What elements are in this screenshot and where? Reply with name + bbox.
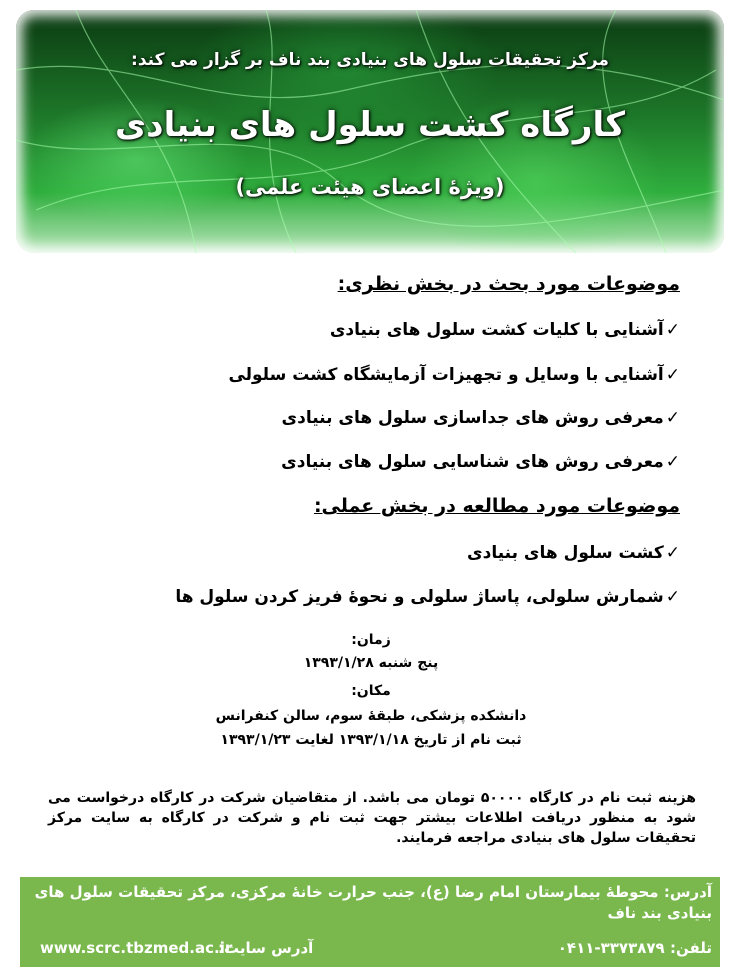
- footer-phone: تلفن: ۳۳۷۳۸۷۹-۰۴۱۱: [557, 939, 712, 957]
- workshop-title: کارگاه کشت سلول های بنیادی: [115, 105, 625, 145]
- workshop-subtitle: (ویژهٔ اعضای هیئت علمی): [235, 175, 505, 199]
- check-icon: ✓: [665, 320, 680, 340]
- registration-dates: ثبت نام از تاریخ ۱۳۹۳/۱/۱۸ لغایت ۱۳۹۳/۱/۲۳: [220, 732, 522, 748]
- check-icon: ✓: [665, 543, 680, 563]
- check-icon: ✓: [665, 365, 680, 385]
- theory-heading: موضوعات مورد بحث در بخش نظری:: [337, 273, 680, 295]
- theory-item: ✓معرفی روش های جداسازی سلول های بنیادی: [281, 408, 680, 428]
- footer-bar: [20, 877, 720, 967]
- check-icon: ✓: [665, 408, 680, 428]
- practical-item: ✓کشت سلول های بنیادی: [467, 543, 680, 563]
- place-label: مکان:: [351, 683, 391, 699]
- header-banner: [16, 10, 724, 253]
- check-icon: ✓: [665, 587, 680, 607]
- organizer-line: مرکز تحقیقات سلول های بنیادی بند ناف بر گزار می کند:: [131, 50, 609, 70]
- footer-site-link[interactable]: www.scrc.tbzmed.ac.ir: [40, 939, 233, 957]
- fee-paragraph: هزینه ثبت نام در کارگاه ۵۰۰۰۰ تومان می باشد. از متقاضیان شرکت در کارگاه درخواست می شود به منظور دریافت اطلاعات بیشتر جهت ثبت نام و شرکت در کارگاه به سایت مرکز تحقیقات سلول های بنیادی مراجعه فرمایند.: [48, 790, 696, 846]
- check-icon: ✓: [665, 452, 680, 472]
- place-value: دانشکده پزشکی، طبقهٔ سوم، سالن کنفرانس: [215, 708, 527, 724]
- time-label: زمان:: [351, 632, 391, 648]
- theory-item: ✓آشنایی با کلیات کشت سلول های بنیادی: [329, 320, 680, 340]
- practical-heading: موضوعات مورد مطالعه در بخش عملی:: [313, 495, 680, 517]
- footer-site-label: آدرس سایت:: [218, 939, 314, 957]
- practical-item: ✓شمارش سلولی، پاساژ سلولی و نحوهٔ فریز کردن سلول ها: [175, 587, 680, 607]
- time-value: پنج شنبه ۱۳۹۳/۱/۲۸: [303, 655, 439, 671]
- footer-address: آدرس: محوطهٔ بیمارستان امام رضا (ع)، جنب حرارت خانهٔ مرکزی، مرکز تحقیقات سلول های بنیادی بند ناف: [34, 883, 712, 922]
- theory-item: ✓آشنایی با وسایل و تجهیزات آزمایشگاه کشت سلولی: [228, 365, 680, 385]
- theory-item: ✓معرفی روش های شناسایی سلول های بنیادی: [281, 452, 680, 472]
